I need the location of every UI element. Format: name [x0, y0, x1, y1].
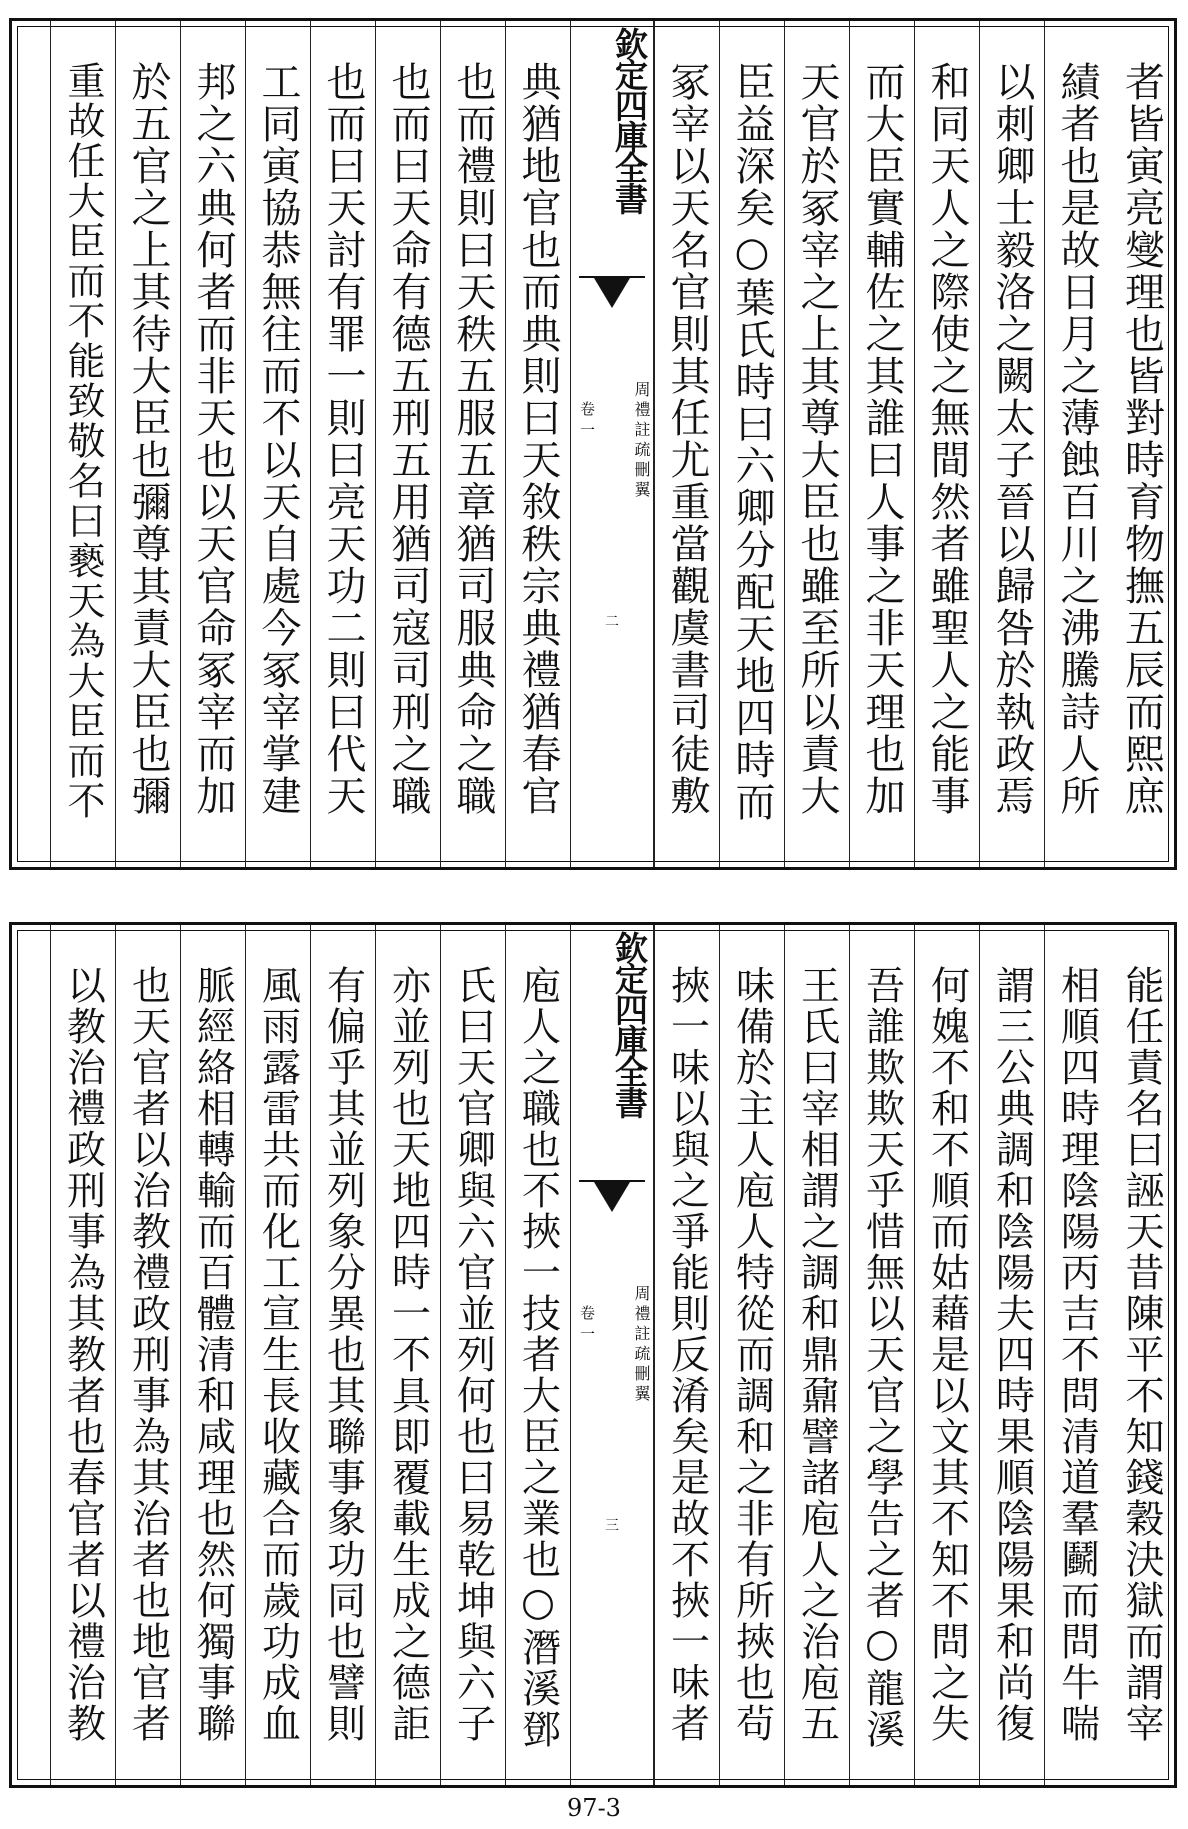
- column-text: 脈經絡相轉輸而百體清和咸理也然何獨事聯: [190, 965, 236, 1744]
- text-column: [979, 925, 1044, 1785]
- column-text: 挾一味以與之爭能則反淆矣是故不挾一味者: [664, 965, 710, 1744]
- center-margin: [570, 21, 654, 867]
- text-column: [719, 925, 784, 1785]
- text-column: [440, 925, 505, 1785]
- top-page: [9, 18, 1177, 870]
- column-text: 謂三公典調和陰陽夫四時果順陰陽果和尚復: [989, 965, 1035, 1744]
- column-text: 也而曰天討有罪一則曰亮天功二則曰代天: [320, 61, 366, 817]
- page-footer-number: 97-3: [567, 1794, 621, 1822]
- column-text: 冢宰以天名官則其任尤重當觀虞書司徒敷: [664, 61, 710, 817]
- text-column: [1044, 925, 1109, 1785]
- text-column: [979, 21, 1044, 867]
- column-text: 亦並列也天地四時一不具即覆載生成之德詎: [385, 965, 431, 1744]
- column-text: 績者也是故日月之薄蝕百川之沸騰詩人所: [1054, 61, 1100, 817]
- text-column: [914, 21, 979, 867]
- text-column: [1109, 21, 1174, 867]
- column-text: 以刺卿士毅洛之闕太子晉以歸咎於執政焉: [989, 61, 1035, 817]
- column-text: 和同天人之際使之無間然者雖聖人之能事: [924, 61, 970, 817]
- text-column: [784, 925, 849, 1785]
- text-column: [245, 925, 310, 1785]
- column-text: 味備於主人庖人特從而調和之非有所挾也茍: [729, 965, 775, 1744]
- text-column: [440, 21, 505, 867]
- column-text: 以教治禮政刑事為其教者也春官者以禮治教: [60, 965, 106, 1744]
- text-column: [50, 925, 115, 1785]
- text-column: [115, 21, 180, 867]
- text-column: [50, 21, 115, 867]
- column-text: 庖人之職也不挾一技者大臣之業也○潛溪鄧: [515, 965, 561, 1750]
- column-text: 何媿不和不順而姑藉是以文其不知不問之失: [924, 965, 970, 1744]
- column-text: 也而禮則曰天秩五服五章猶司服典命之職: [450, 61, 496, 817]
- column-text: 者皆寅亮燮理也皆對時育物撫五辰而熙庶: [1118, 61, 1165, 817]
- column-text: 而大臣實輔佐之其誰曰人事之非天理也加: [859, 61, 905, 817]
- book-title: 周禮註疏刪翼: [632, 381, 651, 501]
- column-text: 王氏曰宰相謂之調和鼎鼐譬諸庖人之治庖五: [794, 965, 840, 1744]
- bottom-page: [9, 922, 1177, 1788]
- fish-tail-ornament-icon: [579, 1180, 645, 1234]
- text-column: [375, 925, 440, 1785]
- column-text: 氏曰天官卿與六官並列何也曰易乾坤與六子: [450, 965, 496, 1744]
- text-column: [849, 925, 914, 1785]
- column-text: 相順四時理陰陽丙吉不問清道羣鬬而問牛喘: [1054, 965, 1100, 1744]
- column-text: 邦之六典何者而非天也以天官命冢宰而加: [190, 61, 236, 817]
- column-text: 典猶地官也而典則曰天敘秩宗典禮猶春官: [515, 61, 561, 817]
- text-column: [310, 925, 375, 1785]
- text-column: [310, 21, 375, 867]
- text-column: [180, 925, 245, 1785]
- column-text: 能任責名曰誣天昔陳平不知錢穀決獄而謂宰: [1119, 965, 1164, 1744]
- text-column: [505, 925, 570, 1785]
- text-column: [375, 21, 440, 867]
- text-column: [654, 925, 719, 1785]
- text-column: [784, 21, 849, 867]
- fish-tail-ornament-icon: [579, 276, 645, 330]
- column-text: 工同寅協恭無往而不以天自處今冢宰掌建: [255, 61, 301, 817]
- column-text: 臣益深矣○葉氏時曰六卿分配天地四時而: [729, 61, 775, 823]
- collection-header: 欽定四庫全書: [610, 27, 649, 213]
- column-text: 有偏乎其並列象分異也其聯事象功同也譬則: [320, 965, 366, 1744]
- center-margin: [570, 925, 654, 1785]
- text-column: [505, 21, 570, 867]
- column-text: 於五官之上其待大臣也彌尊其責大臣也彌: [125, 61, 171, 817]
- text-column: [180, 21, 245, 867]
- text-column: [914, 925, 979, 1785]
- text-column: [115, 925, 180, 1785]
- text-column: [849, 21, 914, 867]
- text-column: [654, 21, 719, 867]
- column-text: 天官於冢宰之上其尊大臣也雖至所以責大: [794, 61, 840, 817]
- column-text: 也天官者以治教禮政刑事為其治者也地官者: [125, 965, 171, 1744]
- book-title: 周禮註疏刪翼: [632, 1285, 651, 1405]
- column-text: 吾誰欺欺天乎惜無以天官之學告之者○龍溪: [859, 965, 905, 1750]
- leaf-number: 三: [605, 1518, 619, 1534]
- text-column: [245, 21, 310, 867]
- juan-label: 卷一: [578, 1305, 596, 1347]
- leaf-number: 二: [605, 614, 619, 630]
- text-column: [719, 21, 784, 867]
- text-column: [1109, 925, 1174, 1785]
- collection-header: 欽定四庫全書: [610, 931, 649, 1117]
- text-column: [1044, 21, 1109, 867]
- juan-label: 卷一: [578, 401, 596, 443]
- column-text: 也而曰天命有德五刑五用猶司寇司刑之職: [385, 61, 431, 817]
- column-text: 重故任大臣而不能致敬名曰褻天為大臣而不: [61, 61, 105, 821]
- column-text: 風雨露雷共而化工宣生長收藏合而歲功成血: [255, 965, 301, 1744]
